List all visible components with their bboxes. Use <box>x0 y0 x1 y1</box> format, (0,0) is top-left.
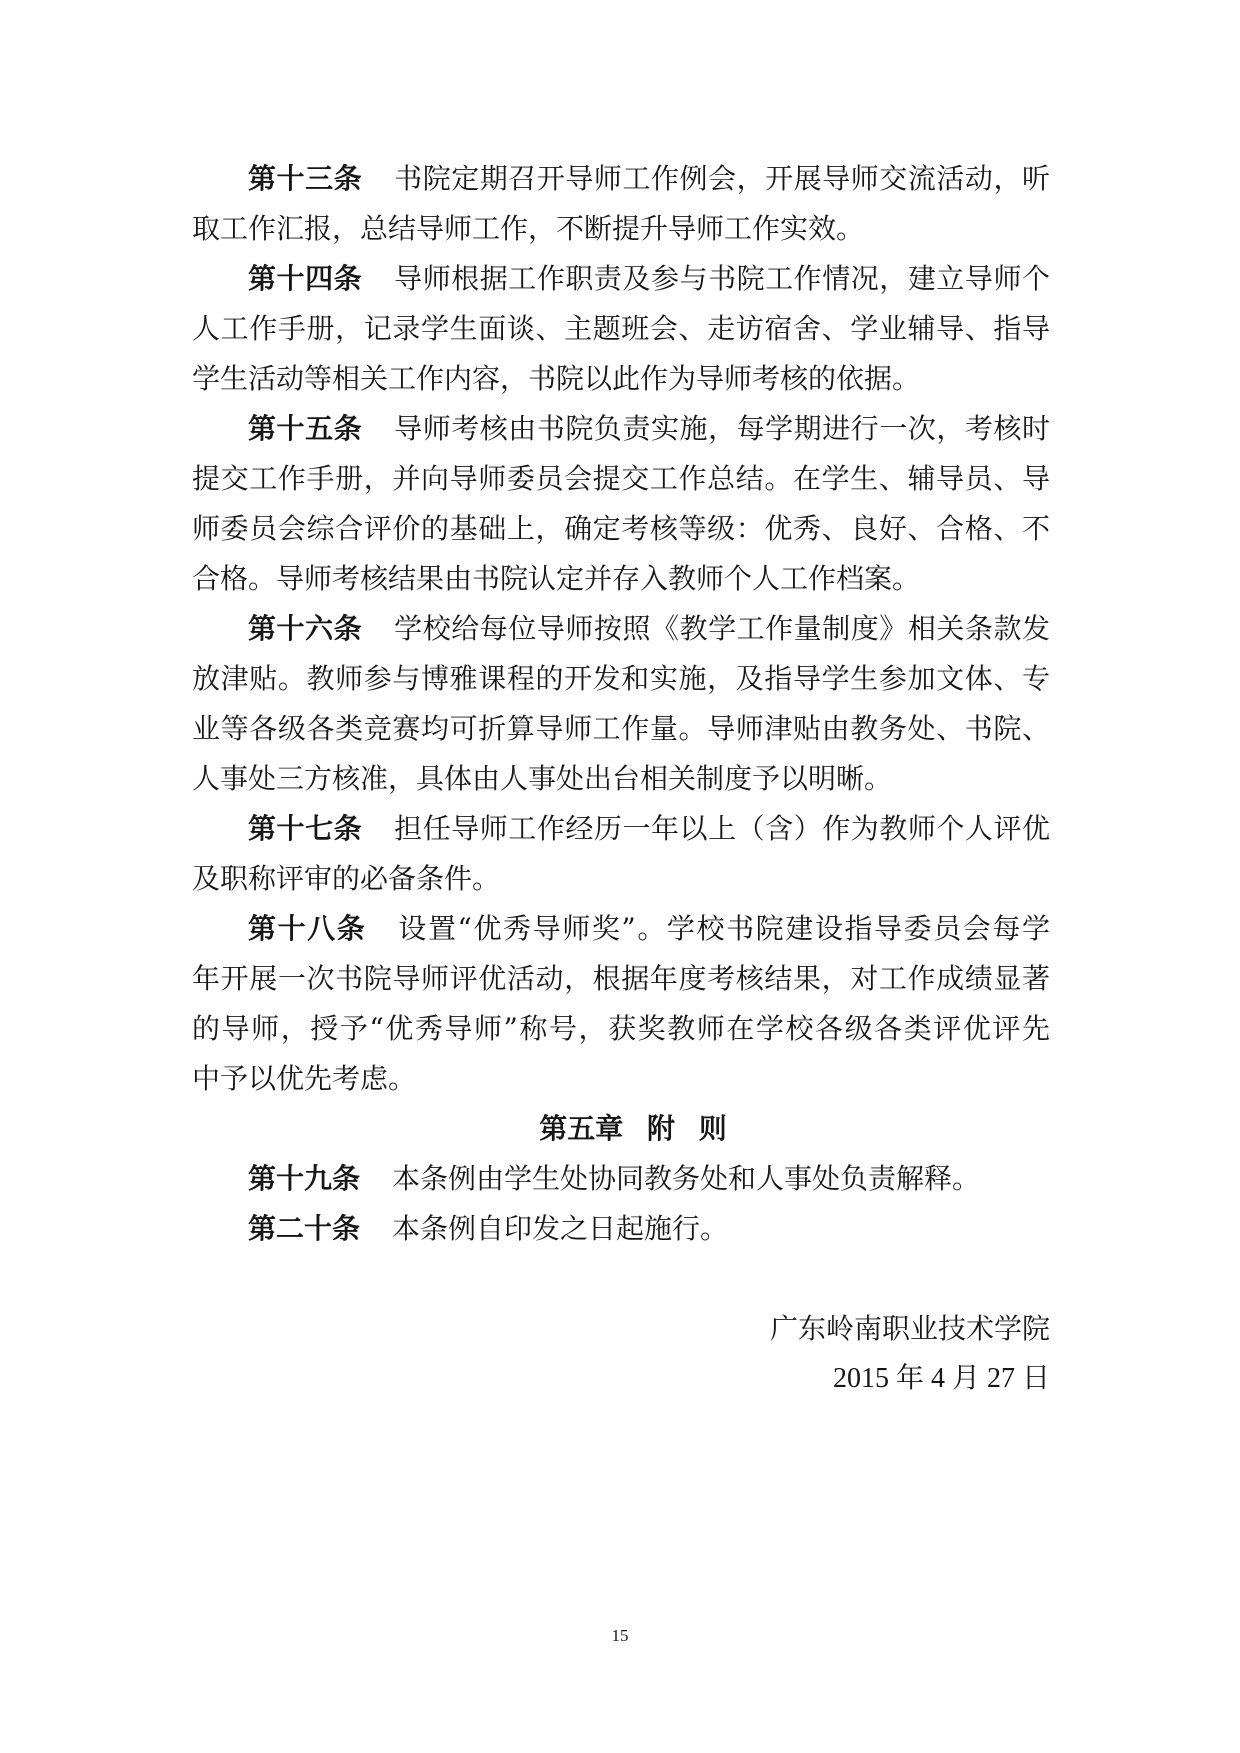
article-line: 及职称评审的必备条件。 <box>192 862 501 895</box>
article-line <box>192 1204 1050 1254</box>
issue-date: 2015 年 4 月 27 日 <box>832 1363 1050 1394</box>
article-13 <box>192 154 1050 254</box>
article-label: 第十四条 <box>248 262 363 295</box>
article-label: 第十七条 <box>248 812 363 845</box>
document-body <box>192 154 1050 1254</box>
article-text: 学校给每位导师按照《教学工作量制度》相关条款发 <box>394 612 1050 645</box>
article-line: 中予以优先考虑。 <box>192 1062 417 1095</box>
article-line: 师委员会综合评价的基础上，确定考核等级：优秀、良好、合格、不 <box>192 512 1050 545</box>
article-14 <box>192 254 1050 404</box>
article-label: 第十九条 <box>248 1162 361 1195</box>
article-line: 合格。导师考核结果由书院认定并存入教师个人工作档案。 <box>192 562 921 595</box>
article-line: 提交工作手册，并向导师委员会提交工作总结。在学生、辅导员、导 <box>192 462 1050 495</box>
chapter-heading: 第五章 附 则 <box>539 1112 727 1145</box>
article-text: 导师根据工作职责及参与书院工作情况，建立导师个 <box>394 262 1050 295</box>
article-label: 第十八条 <box>248 912 367 945</box>
article-18 <box>192 904 1050 1104</box>
article-line <box>192 254 1050 304</box>
article-line: 取工作汇报，总结导师工作，不断提升导师工作实效。 <box>192 212 865 245</box>
article-15 <box>192 404 1050 604</box>
article-line: 业等各级各类竞赛均可折算导师工作量。导师津贴由教务处、书院、 <box>192 712 1050 745</box>
article-text: 担任导师工作经历一年以上（含）作为教师个人评优 <box>394 812 1050 845</box>
article-17 <box>192 804 1050 904</box>
article-line: 人工作手册，记录学生面谈、主题班会、走访宿舍、学业辅导、指导 <box>192 312 1050 345</box>
signature-block <box>192 1304 1050 1404</box>
article-line <box>192 904 1050 954</box>
article-text: 设置“优秀导师奖”。学校书院建设指导委员会每学 <box>398 912 1050 945</box>
article-line <box>192 1154 1050 1204</box>
article-line: 年开展一次书院导师评优活动，根据年度考核结果，对工作成绩显著 <box>192 962 1050 995</box>
page-number: 15 <box>611 1626 629 1645</box>
article-label: 第二十条 <box>248 1212 361 1245</box>
article-label: 第十六条 <box>248 612 363 645</box>
article-line: 的导师，授予“优秀导师”称号，获奖教师在学校各级各类评优评先 <box>192 1012 1050 1045</box>
article-line: 人事处三方核准，具体由人事处出台相关制度予以明晰。 <box>192 762 893 795</box>
article-line: 放津贴。教师参与博雅课程的开发和实施，及指导学生参加文体、专 <box>192 662 1050 695</box>
article-label: 第十五条 <box>248 412 363 445</box>
article-text: 本条例由学生处协同教务处和人事处负责解释。 <box>392 1162 981 1195</box>
article-19 <box>192 1154 1050 1204</box>
article-label: 第十三条 <box>248 162 363 195</box>
article-text: 本条例自印发之日起施行。 <box>392 1212 729 1245</box>
article-line <box>192 604 1050 654</box>
article-line <box>192 404 1050 454</box>
article-line <box>192 154 1050 204</box>
article-line <box>192 804 1050 854</box>
article-20 <box>192 1204 1050 1254</box>
article-text: 书院定期召开导师工作例会，开展导师交流活动，听 <box>394 162 1050 195</box>
issuing-organization: 广东岭南职业技术学院 <box>769 1312 1050 1345</box>
article-16 <box>192 604 1050 804</box>
article-text: 导师考核由书院负责实施，每学期进行一次，考核时 <box>394 412 1050 445</box>
article-line: 学生活动等相关工作内容，书院以此作为导师考核的依据。 <box>192 362 921 395</box>
